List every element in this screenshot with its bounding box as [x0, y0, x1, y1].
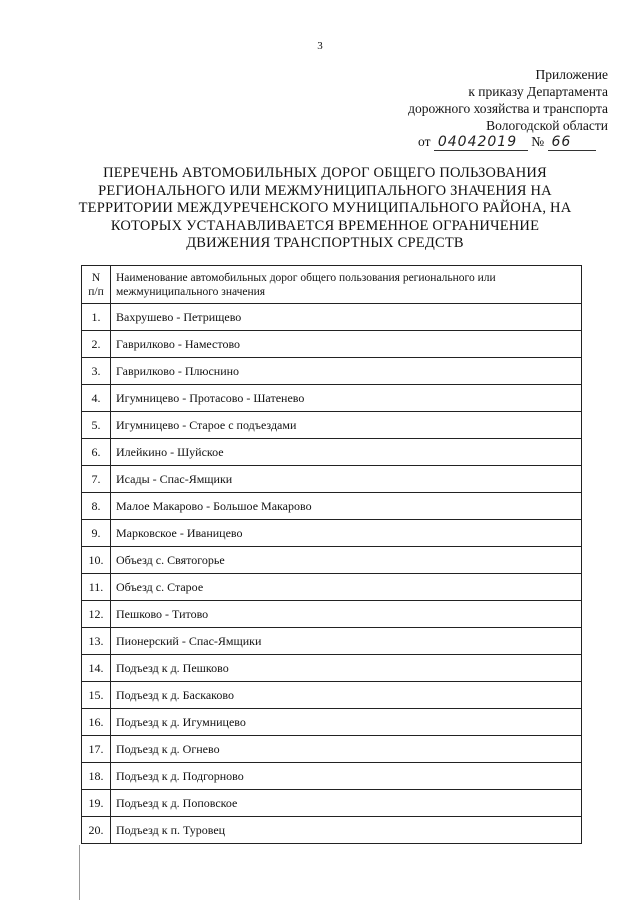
row-number: 10.: [82, 547, 111, 574]
road-name: Игумницево - Старое с подъездами: [111, 412, 582, 439]
row-number: 6.: [82, 439, 111, 466]
page-number: 3: [317, 40, 323, 52]
table-row: [82, 601, 582, 628]
row-number: 11.: [82, 574, 111, 601]
road-name: Подъезд к д. Подгорново: [111, 763, 582, 790]
table-header-row: [82, 266, 582, 304]
row-number: 20.: [82, 817, 111, 844]
title-line: ТЕРРИТОРИИ МЕЖДУРЕЧЕНСКОГО МУНИЦИПАЛЬНОГО РАЙОНА, НА: [78, 200, 572, 216]
table-row: [82, 412, 582, 439]
table-row: [82, 439, 582, 466]
row-number: 13.: [82, 628, 111, 655]
table-row: [82, 331, 582, 358]
table-row: [82, 574, 582, 601]
header-text: N: [91, 271, 101, 284]
title-line: ПЕРЕЧЕНЬ АВТОМОБИЛЬНЫХ ДОРОГ ОБЩЕГО ПОЛЬЗОВАНИЯ: [103, 165, 547, 181]
road-name: Гаврилково - Наместово: [111, 331, 582, 358]
title-line: КОТОРЫХ УСТАНАВЛИВАЕТСЯ ВРЕМЕННОЕ ОГРАНИЧЕНИЕ: [110, 217, 540, 234]
row-number: 18.: [82, 763, 111, 790]
road-name: Подъезд к д. Пешково: [111, 655, 582, 682]
row-number: 15.: [82, 682, 111, 709]
road-name: Объезд с. Святогорье: [111, 547, 582, 574]
appendix-line: Приложение: [535, 67, 608, 82]
road-name: Пионерский - Спас-Ямщики: [111, 628, 582, 655]
row-number: 4.: [82, 385, 111, 412]
row-number: 2.: [82, 331, 111, 358]
document-title: [70, 165, 580, 253]
table-row: [82, 385, 582, 412]
column-header-name: [111, 266, 582, 304]
table-row: [82, 358, 582, 385]
order-date: 04042019: [434, 134, 528, 151]
table-row: [82, 628, 582, 655]
date-prefix: от: [418, 134, 431, 149]
road-name: Марковское - Иваницево: [111, 520, 582, 547]
road-name: Подъезд к д. Поповское: [111, 790, 582, 817]
row-number: 9.: [82, 520, 111, 547]
road-name: Малое Макарово - Большое Макарово: [111, 493, 582, 520]
table-row: [82, 763, 582, 790]
row-number: 3.: [82, 358, 111, 385]
row-number: 1.: [82, 304, 111, 331]
road-name: Объезд с. Старое: [111, 574, 582, 601]
appendix-line: Вологодской области: [486, 118, 608, 133]
road-name: Гаврилково - Плюснино: [111, 358, 582, 385]
table-row: [82, 466, 582, 493]
row-number: 16.: [82, 709, 111, 736]
table-row: [82, 520, 582, 547]
row-number: 19.: [82, 790, 111, 817]
road-name: Пешково - Титово: [111, 601, 582, 628]
row-number: 17.: [82, 736, 111, 763]
header-text: Наименование автомобильных дорог общего пользования регионального или: [116, 271, 496, 284]
appendix-line: дорожного хозяйства и транспорта: [408, 101, 608, 116]
table-row: [82, 493, 582, 520]
number-prefix: №: [531, 134, 545, 149]
table-row: [82, 709, 582, 736]
road-name: Игумницево - Протасово - Шатенево: [111, 385, 582, 412]
road-name: Вахрушево - Петрищево: [111, 304, 582, 331]
appendix-line: к приказу Департамента: [468, 84, 608, 99]
table-row: [82, 790, 582, 817]
table-row: [82, 304, 582, 331]
road-name: Илейкино - Шуйское: [111, 439, 582, 466]
table-row: [82, 682, 582, 709]
table-row: [82, 655, 582, 682]
table-row: [82, 817, 582, 844]
row-number: 14.: [82, 655, 111, 682]
appendix-block: [408, 66, 608, 134]
margin-line: [79, 845, 80, 900]
table-row: [82, 736, 582, 763]
road-name: Подъезд к д. Игумницево: [111, 709, 582, 736]
roads-table: [81, 265, 582, 844]
road-name: Подъезд к п. Туровец: [111, 817, 582, 844]
header-text: п/п: [88, 285, 104, 298]
row-number: 8.: [82, 493, 111, 520]
row-number: 7.: [82, 466, 111, 493]
order-number: 66: [548, 134, 596, 151]
row-number: 12.: [82, 601, 111, 628]
title-line: ДВИЖЕНИЯ ТРАНСПОРТНЫХ СРЕДСТВ: [186, 235, 464, 251]
order-date-line: [418, 134, 596, 151]
road-name: Подъезд к д. Баскаково: [111, 682, 582, 709]
table-row: [82, 547, 582, 574]
header-text: межмуниципального значения: [116, 285, 266, 298]
row-number: 5.: [82, 412, 111, 439]
road-name: Исады - Спас-Ямщики: [111, 466, 582, 493]
column-header-number: [82, 266, 111, 304]
title-line: РЕГИОНАЛЬНОГО ИЛИ МЕЖМУНИЦИПАЛЬНОГО ЗНАЧЕНИЯ НА: [98, 182, 552, 199]
road-name: Подъезд к д. Огнево: [111, 736, 582, 763]
